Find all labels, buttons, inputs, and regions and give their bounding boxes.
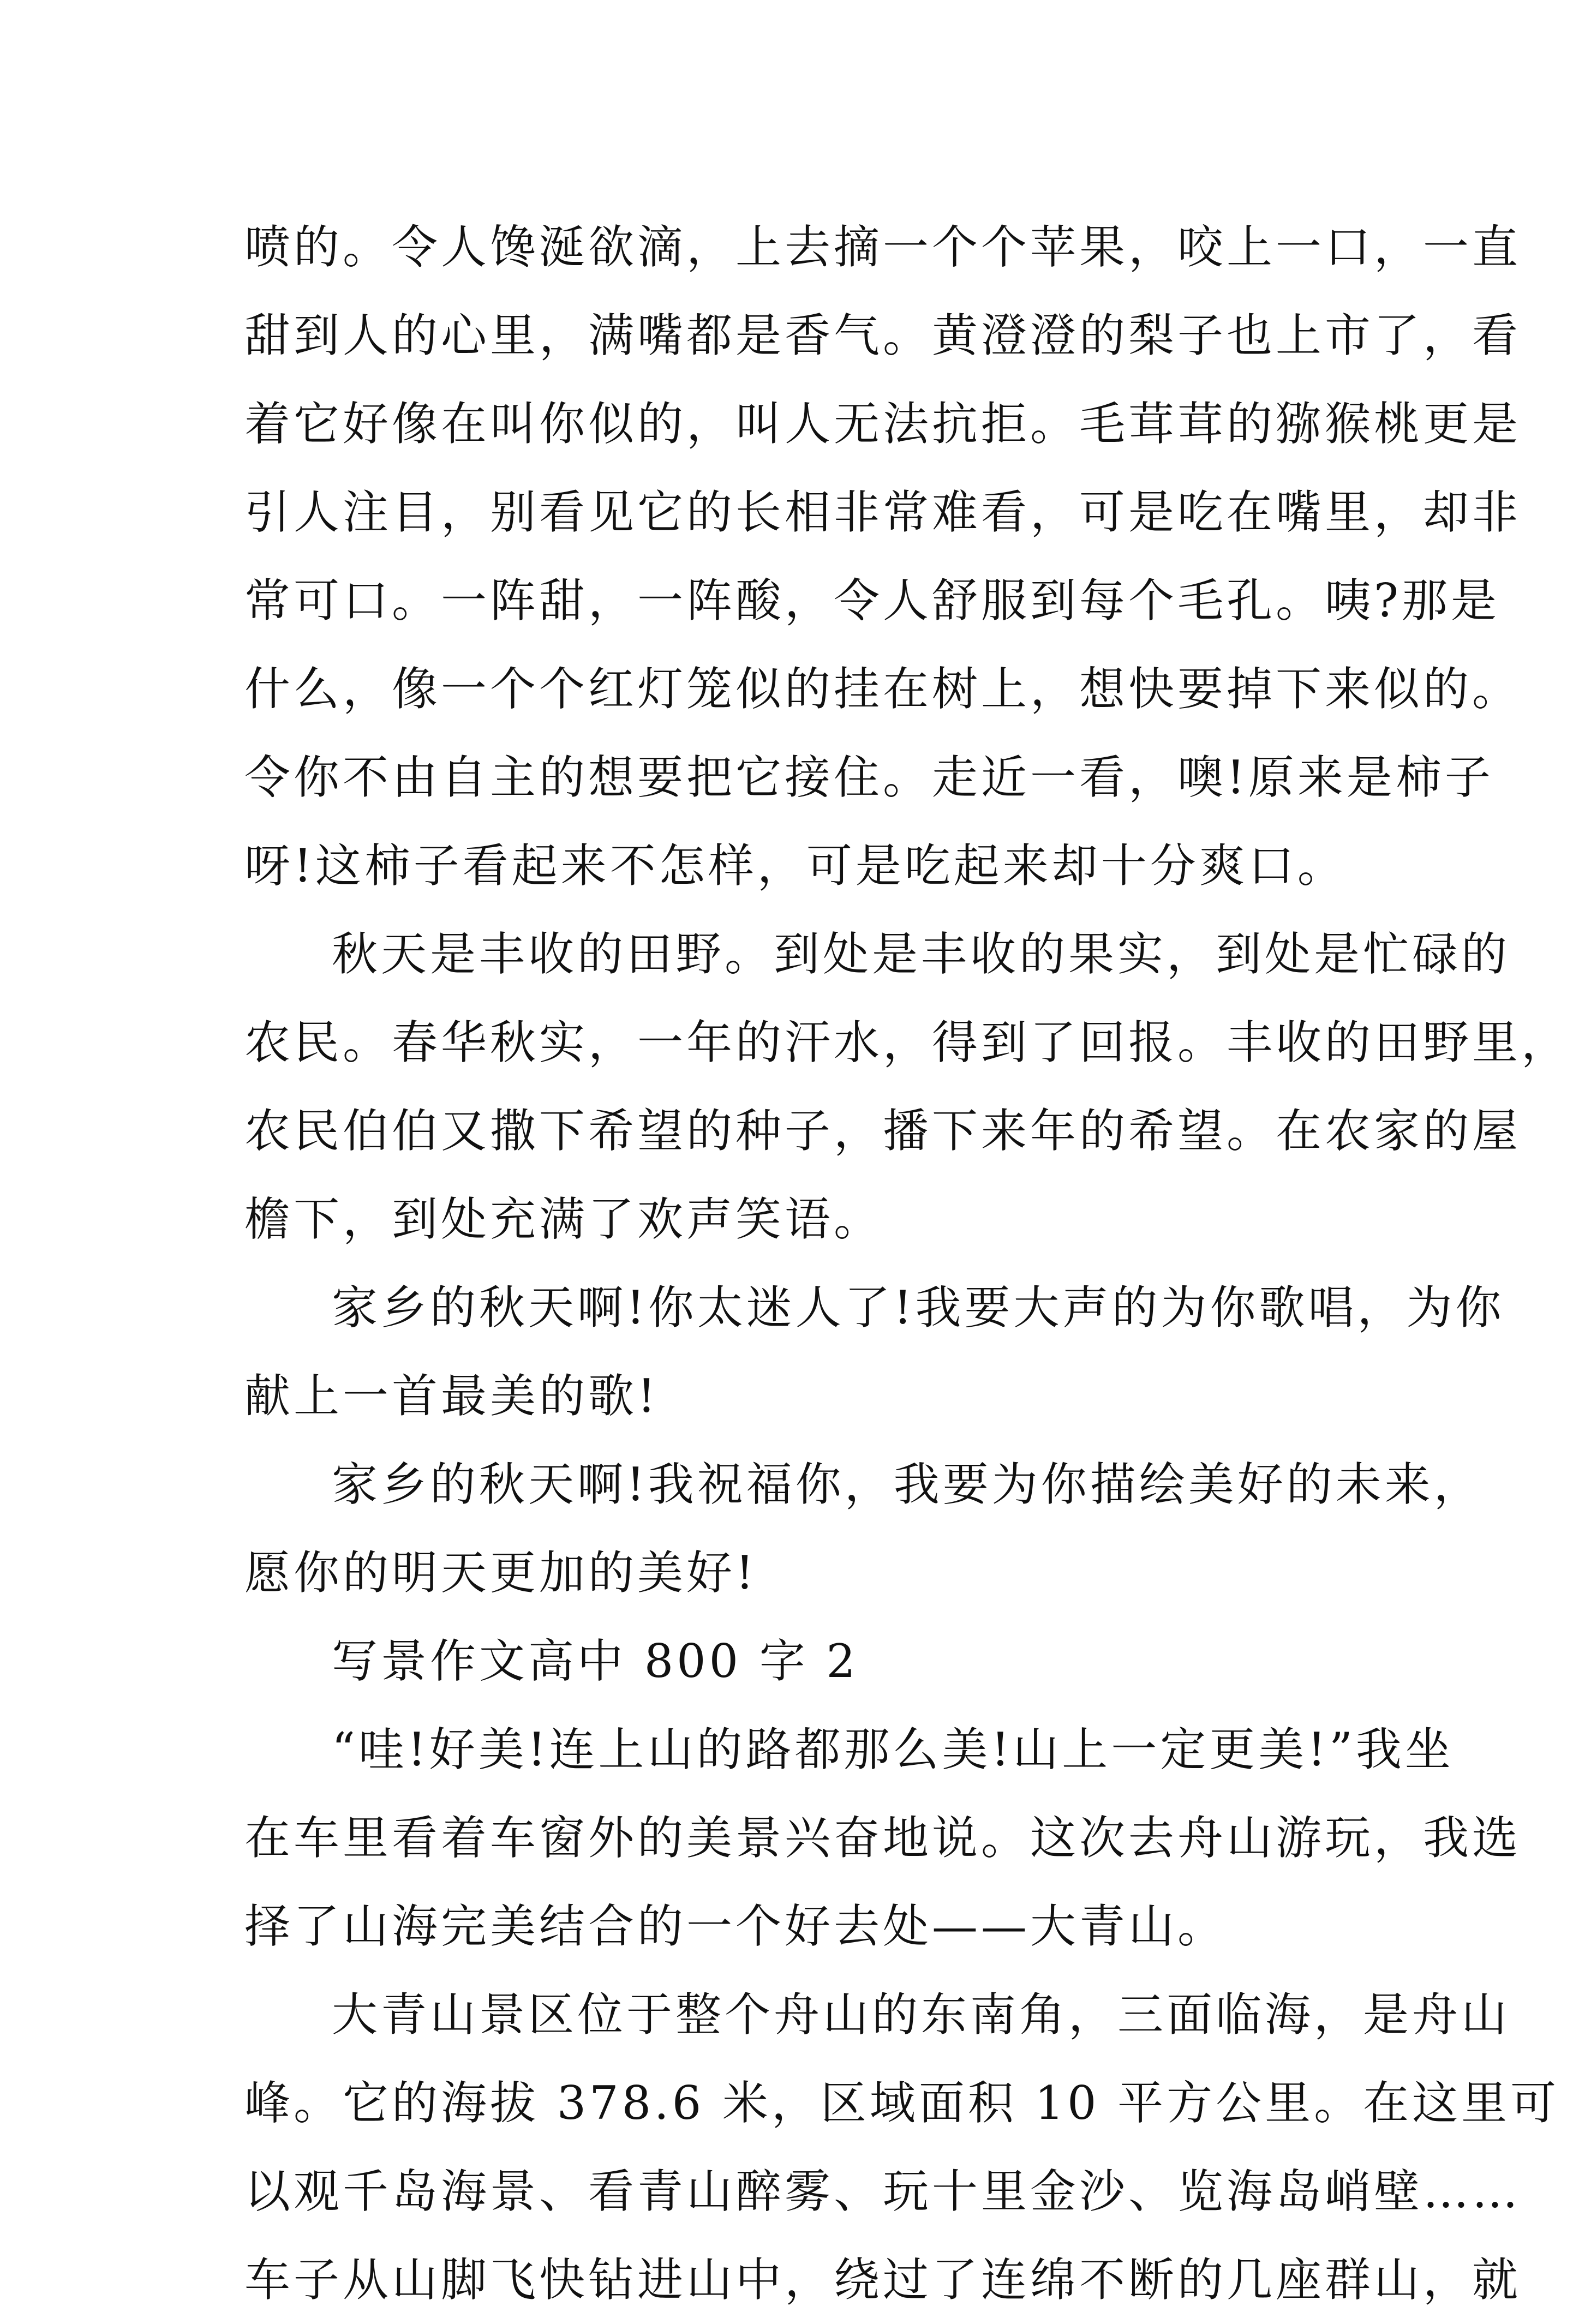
text-line: 檐下，到处充满了欢声笑语。 bbox=[244, 1193, 883, 1246]
text-line: 引人注目，别看见它的长相非常难看，可是吃在嘴里，却非 bbox=[244, 486, 1522, 539]
text-line: 在车里看着车窗外的美景兴奋地说。这次去舟山游玩，我选 bbox=[244, 1811, 1522, 1865]
text-line: 以观千岛海景、看青山醉雾、玩十里金沙、览海岛峭壁…… bbox=[244, 2165, 1522, 2218]
text-line: 常可口。一阵甜，一阵酸，令人舒服到每个毛孔。咦?那是 bbox=[244, 574, 1500, 627]
text-line: 什么，像一个个红灯笼似的挂在树上，想快要掉下来似的。 bbox=[244, 662, 1522, 716]
text-line: 喷的。令人馋涎欲滴，上去摘一个个苹果，咬上一口，一直 bbox=[244, 220, 1522, 274]
text-line: 择了山海完美结合的一个好去处——大青山。 bbox=[244, 1900, 1227, 1953]
text-line: 车子从山脚飞快钻进山中，绕过了连绵不断的几座群山，就 bbox=[244, 2253, 1522, 2307]
text-line: 令你不由自主的想要把它接住。走近一看，噢!原来是柿子 bbox=[244, 751, 1494, 804]
paragraph-start-line: 家乡的秋天啊!你太迷人了!我要大声的为你歌唱，为你 bbox=[332, 1281, 1505, 1334]
text-line: 农民伯伯又撒下希望的种子，播下来年的希望。在农家的屋 bbox=[244, 1104, 1522, 1158]
text-line: 农民。春华秋实，一年的汗水，得到了回报。丰收的田野里， bbox=[244, 1016, 1571, 1069]
text-line: 愿你的明天更加的美好! bbox=[244, 1546, 757, 1600]
paragraph-start-line: 家乡的秋天啊!我祝福你，我要为你描绘美好的未来， bbox=[332, 1458, 1483, 1511]
section-heading: 写景作文高中 800 字 2 bbox=[332, 1634, 859, 1688]
paragraph-start-line: 大青山景区位于整个舟山的东南角，三面临海，是舟山 bbox=[332, 1988, 1511, 2041]
text-line: 呀!这柿子看起来不怎样，可是吃起来却十分爽口。 bbox=[244, 839, 1347, 893]
text-line: 甜到人的心里，满嘴都是香气。黄澄澄的梨子也上市了，看 bbox=[244, 309, 1522, 362]
paragraph-start-line: 秋天是丰收的田野。到处是丰收的果实，到处是忙碌的 bbox=[332, 927, 1511, 981]
document-body bbox=[244, 203, 1571, 2324]
paragraph-start-line: “哇!好美!连上山的路都那么美!山上一定更美!”我坐 bbox=[332, 1723, 1454, 1776]
text-line: 献上一首最美的歌! bbox=[244, 1369, 659, 1423]
text-line: 峰。它的海拔 378.6 米，区域面积 10 平方公里。在这里可 bbox=[244, 2076, 1560, 2130]
text-line: 着它好像在叫你似的，叫人无法抗拒。毛茸茸的猕猴桃更是 bbox=[244, 397, 1522, 451]
